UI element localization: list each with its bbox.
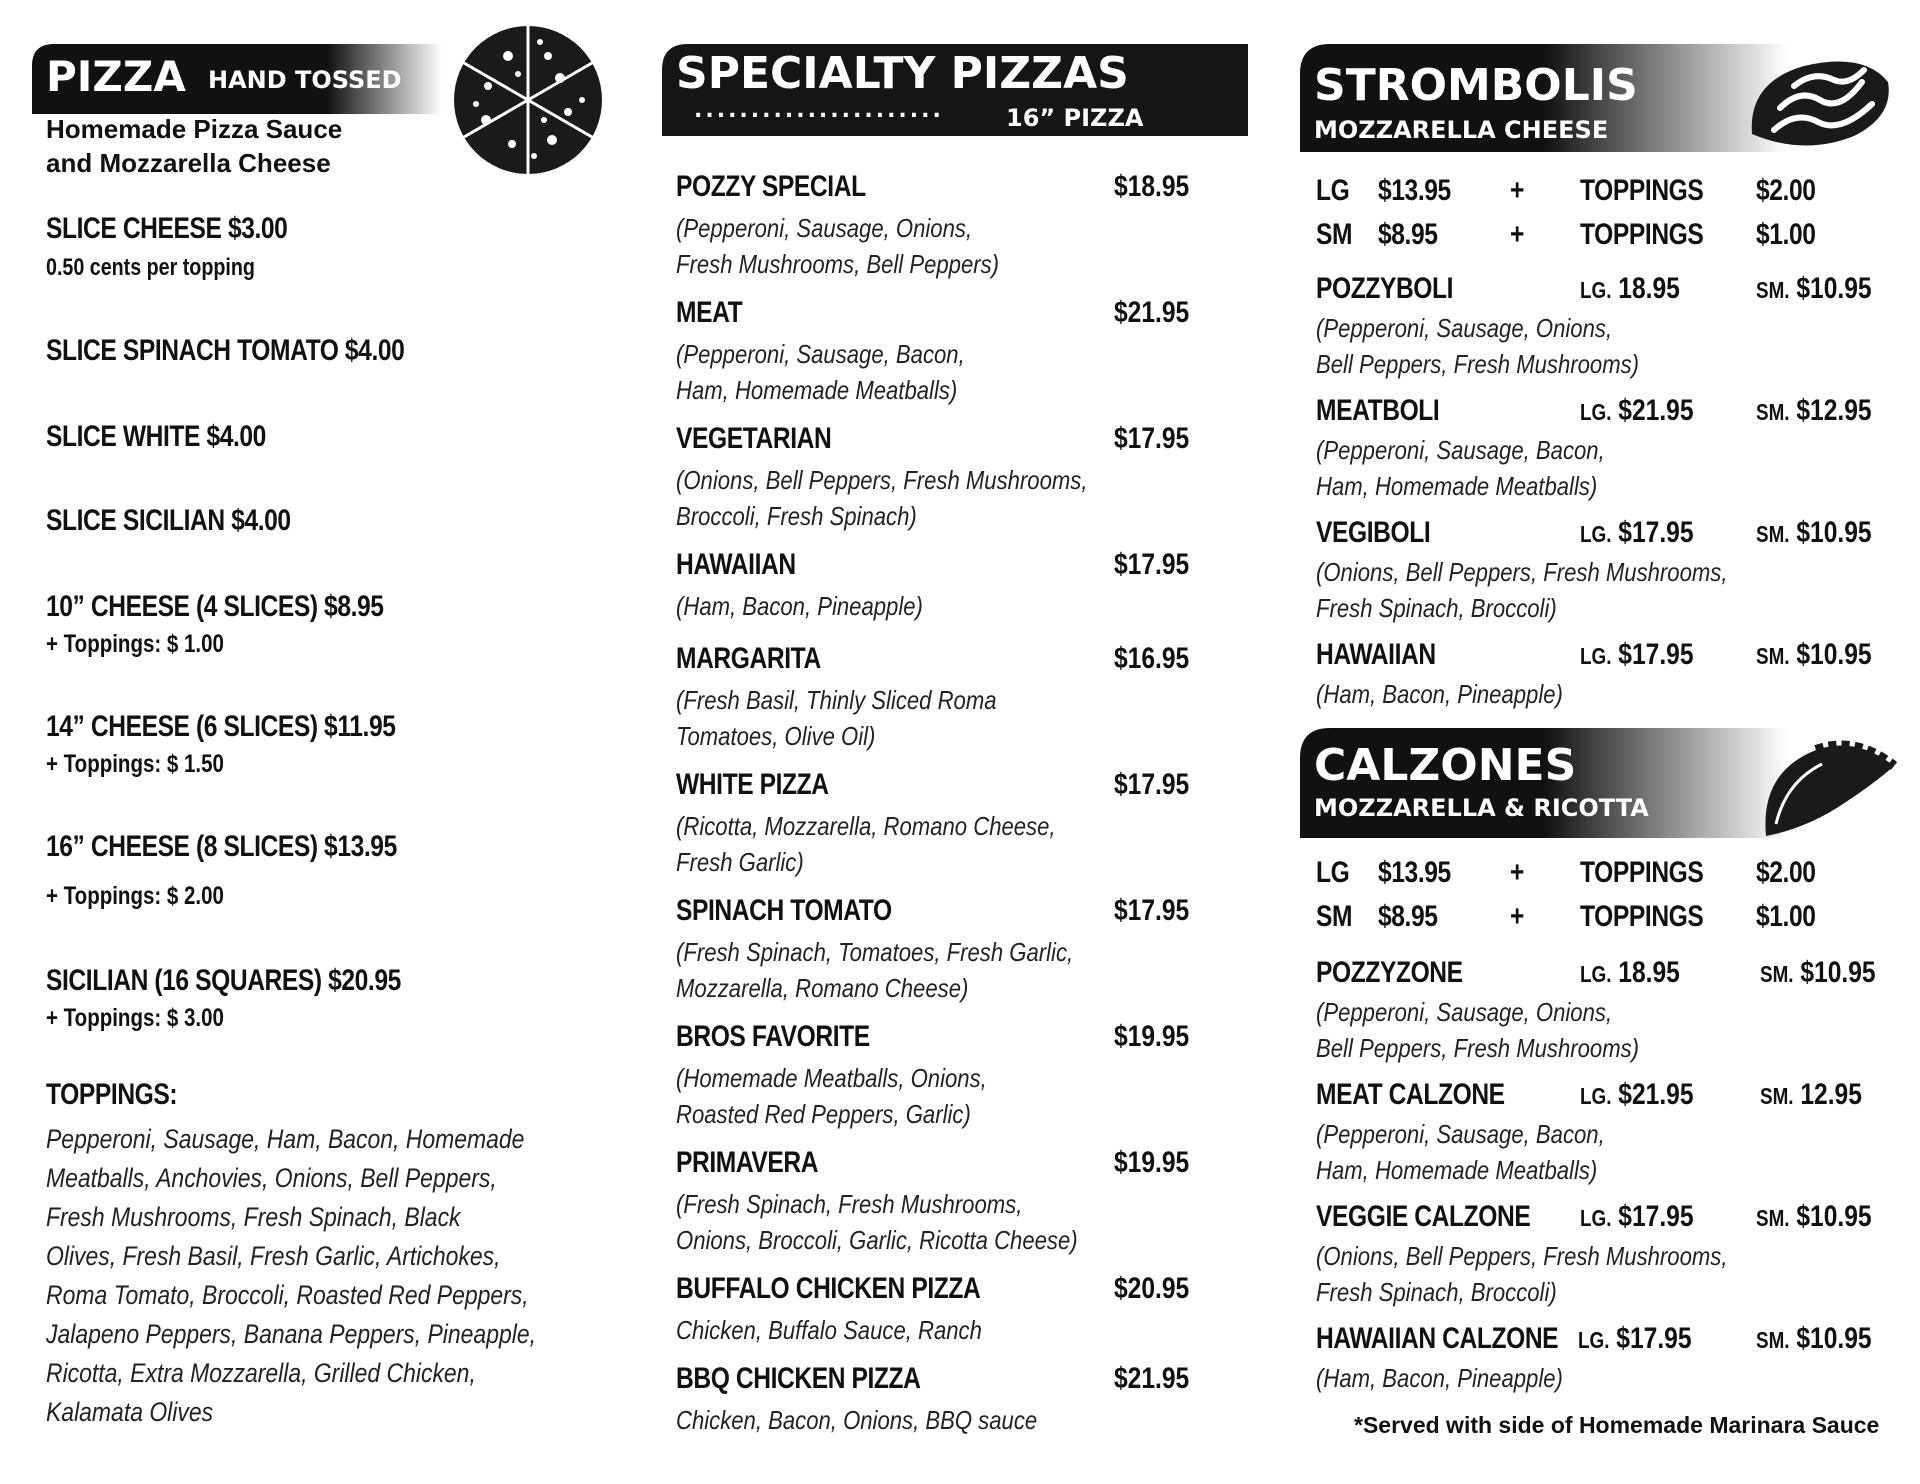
specialty-item-price: $17.95 bbox=[1114, 548, 1190, 581]
pizza-title-sub: HAND TOSSED bbox=[208, 66, 402, 94]
specialty-item-name: BROS FAVORITE bbox=[676, 1020, 870, 1053]
stromboli-item-desc: Fresh Spinach, Broccoli) bbox=[1316, 593, 1557, 623]
specialty-item-desc: (Fresh Spinach, Tomatoes, Fresh Garlic, bbox=[676, 937, 1074, 967]
specialty-item-desc: (Homemade Meatballs, Onions, bbox=[676, 1063, 987, 1093]
lg-price: 18.95 bbox=[1611, 272, 1680, 305]
stromboli-item-desc: (Onions, Bell Peppers, Fresh Mushrooms, bbox=[1316, 557, 1728, 587]
stromboli-base-size: LG bbox=[1316, 174, 1350, 207]
lg-label: LG. bbox=[1580, 643, 1612, 669]
specialty-item-price: $21.95 bbox=[1114, 1362, 1190, 1395]
specialty-item-desc: (Onions, Bell Peppers, Fresh Mushrooms, bbox=[676, 465, 1088, 495]
stromboli-item-desc: (Pepperoni, Sausage, Onions, bbox=[1316, 313, 1613, 343]
pizza-item-note: + Toppings: $ 1.00 bbox=[46, 630, 224, 658]
lg-label: LG. bbox=[1580, 1205, 1612, 1231]
pizza-title: PIZZA bbox=[46, 52, 186, 101]
calzone-footnote: *Served with side of Homemade Marinara Sauce bbox=[1354, 1412, 1880, 1438]
toppings-line: Roma Tomato, Broccoli, Roasted Red Peppers, bbox=[46, 1280, 529, 1310]
calzone-item-desc: (Onions, Bell Peppers, Fresh Mushrooms, bbox=[1316, 1241, 1728, 1271]
stromboli-item-lg bbox=[1580, 394, 1694, 428]
pizza-item-name: SLICE SPINACH TOMATO $4.00 bbox=[46, 334, 405, 367]
toppings-title: TOPPINGS: bbox=[46, 1078, 178, 1111]
stromboli-base-topping-price: $1.00 bbox=[1756, 218, 1816, 251]
specialty-item-price: $17.95 bbox=[1114, 894, 1190, 927]
specialty-item-name: VEGETARIAN bbox=[676, 422, 832, 455]
specialty-item-price: $19.95 bbox=[1114, 1146, 1190, 1179]
calzones-title: CALZONES bbox=[1314, 740, 1577, 791]
specialty-item-desc: Chicken, Bacon, Onions, BBQ sauce bbox=[676, 1405, 1038, 1435]
specialty-item-name: MEAT bbox=[676, 296, 743, 329]
stromboli-item-lg bbox=[1580, 516, 1694, 550]
sm-label: SM. bbox=[1760, 1083, 1794, 1109]
lg-price: $17.95 bbox=[1609, 1322, 1692, 1355]
stromboli-base-toppings: TOPPINGS bbox=[1580, 174, 1704, 207]
calzone-base-size: LG bbox=[1316, 856, 1350, 889]
calzone-base-price: $8.95 bbox=[1378, 900, 1438, 933]
sm-price: $10.95 bbox=[1793, 956, 1876, 989]
stromboli-item-desc: Ham, Homemade Meatballs) bbox=[1316, 471, 1598, 501]
specialty-item-name: MARGARITA bbox=[676, 642, 821, 675]
specialty-item-desc: (Fresh Basil, Thinly Sliced Roma bbox=[676, 685, 997, 715]
specialty-item-name: PRIMAVERA bbox=[676, 1146, 819, 1179]
calzone-item-lg bbox=[1578, 1322, 1692, 1356]
sm-label: SM. bbox=[1756, 277, 1790, 303]
specialty-item-price: $18.95 bbox=[1114, 170, 1190, 203]
strombolis-subtitle: MOZZARELLA CHEESE bbox=[1314, 116, 1609, 144]
calzone-item-name: MEAT CALZONE bbox=[1316, 1078, 1505, 1111]
stromboli-item-desc: (Pepperoni, Sausage, Bacon, bbox=[1316, 435, 1605, 465]
calzone-item-lg bbox=[1580, 956, 1680, 990]
specialty-item-desc: (Fresh Spinach, Fresh Mushrooms, bbox=[676, 1189, 1023, 1219]
specialty-item-price: $20.95 bbox=[1114, 1272, 1190, 1305]
pizza-item-name: SLICE WHITE $4.00 bbox=[46, 420, 266, 453]
sm-price: $12.95 bbox=[1789, 394, 1872, 427]
stromboli-item-name: VEGIBOLI bbox=[1316, 516, 1431, 549]
calzone-base-size: SM bbox=[1316, 900, 1353, 933]
lg-label: LG. bbox=[1580, 521, 1612, 547]
lg-label: LG. bbox=[1580, 277, 1612, 303]
toppings-line: Jalapeno Peppers, Banana Peppers, Pineapple, bbox=[46, 1319, 536, 1349]
calzone-item-name: VEGGIE CALZONE bbox=[1316, 1200, 1531, 1233]
stromboli-item-desc: (Ham, Bacon, Pineapple) bbox=[1316, 679, 1563, 709]
lg-price: $17.95 bbox=[1611, 516, 1694, 549]
specialty-item-desc: Mozzarella, Romano Cheese) bbox=[676, 973, 969, 1003]
lg-price: $17.95 bbox=[1611, 1200, 1694, 1233]
calzone-item-sm bbox=[1760, 956, 1876, 990]
sm-label: SM. bbox=[1756, 1205, 1790, 1231]
pizza-item-name: 14” CHEESE (6 SLICES) $11.95 bbox=[46, 710, 396, 743]
stromboli-base-plus: + bbox=[1510, 174, 1524, 207]
calzone-base-price: $13.95 bbox=[1378, 856, 1451, 889]
calzone-base-plus: + bbox=[1510, 856, 1524, 889]
sm-label: SM. bbox=[1756, 643, 1790, 669]
calzone-item-lg bbox=[1580, 1200, 1694, 1234]
pizza-item-note: + Toppings: $ 1.50 bbox=[46, 750, 224, 778]
specialty-item-desc: Ham, Homemade Meatballs) bbox=[676, 375, 958, 405]
calzone-item-desc: Fresh Spinach, Broccoli) bbox=[1316, 1277, 1557, 1307]
specialty-item-price: $16.95 bbox=[1114, 642, 1190, 675]
lg-label: LG. bbox=[1580, 399, 1612, 425]
lg-price: 18.95 bbox=[1611, 956, 1680, 989]
stromboli-item-desc: Bell Peppers, Fresh Mushrooms) bbox=[1316, 349, 1640, 379]
sm-price: $10.95 bbox=[1789, 516, 1872, 549]
stromboli-base-topping-price: $2.00 bbox=[1756, 174, 1816, 207]
calzone-item-lg bbox=[1580, 1078, 1694, 1112]
stromboli-icon bbox=[1744, 52, 1894, 152]
toppings-line: Olives, Fresh Basil, Fresh Garlic, Artichokes, bbox=[46, 1241, 501, 1271]
pizza-item-note: + Toppings: $ 3.00 bbox=[46, 1004, 224, 1032]
sm-price: $10.95 bbox=[1789, 1322, 1872, 1355]
toppings-line: Ricotta, Extra Mozzarella, Grilled Chicken, bbox=[46, 1358, 476, 1388]
stromboli-base-plus: + bbox=[1510, 218, 1524, 251]
pizza-item-name: 10” CHEESE (4 SLICES) $8.95 bbox=[46, 590, 384, 623]
sm-label: SM. bbox=[1756, 1327, 1790, 1353]
specialty-item-price: $17.95 bbox=[1114, 768, 1190, 801]
specialty-item-desc: Tomatoes, Olive Oil) bbox=[676, 721, 876, 751]
specialty-dots: ...................... bbox=[694, 98, 944, 123]
stromboli-item-sm bbox=[1756, 272, 1872, 306]
calzone-item-desc: Bell Peppers, Fresh Mushrooms) bbox=[1316, 1033, 1640, 1063]
lg-label: LG. bbox=[1580, 961, 1612, 987]
lg-label: LG. bbox=[1580, 1083, 1612, 1109]
specialty-title: SPECIALTY PIZZAS bbox=[676, 48, 1129, 99]
stromboli-item-lg bbox=[1580, 638, 1694, 672]
specialty-item-price: $17.95 bbox=[1114, 422, 1190, 455]
stromboli-item-sm bbox=[1756, 638, 1872, 672]
sm-price: 12.95 bbox=[1793, 1078, 1862, 1111]
specialty-item-name: HAWAIIAN bbox=[676, 548, 796, 581]
calzone-item-desc: (Pepperoni, Sausage, Bacon, bbox=[1316, 1119, 1605, 1149]
specialty-item-desc: Roasted Red Peppers, Garlic) bbox=[676, 1099, 971, 1129]
specialty-item-price: $21.95 bbox=[1114, 296, 1190, 329]
specialty-item-name: SPINACH TOMATO bbox=[676, 894, 892, 927]
calzone-item-sm bbox=[1756, 1322, 1872, 1356]
calzone-base-toppings: TOPPINGS bbox=[1580, 900, 1704, 933]
specialty-item-desc: Fresh Mushrooms, Bell Peppers) bbox=[676, 249, 1000, 279]
stromboli-item-lg bbox=[1580, 272, 1680, 306]
sm-label: SM. bbox=[1760, 961, 1794, 987]
stromboli-base-size: SM bbox=[1316, 218, 1353, 251]
stromboli-base-toppings: TOPPINGS bbox=[1580, 218, 1704, 251]
lg-price: $17.95 bbox=[1611, 638, 1694, 671]
stromboli-item-name: POZZYBOLI bbox=[1316, 272, 1454, 305]
specialty-item-desc: Chicken, Buffalo Sauce, Ranch bbox=[676, 1315, 982, 1345]
specialty-item-desc: Fresh Garlic) bbox=[676, 847, 804, 877]
stromboli-base-price: $13.95 bbox=[1378, 174, 1451, 207]
sm-price: $10.95 bbox=[1789, 272, 1872, 305]
sm-label: SM. bbox=[1756, 399, 1790, 425]
pizza-intro-line-1: Homemade Pizza Sauce bbox=[46, 114, 343, 144]
pizza-item-name: SLICE CHEESE $3.00 bbox=[46, 212, 288, 245]
toppings-line: Meatballs, Anchovies, Onions, Bell Peppers, bbox=[46, 1163, 497, 1193]
specialty-item-name: POZZY SPECIAL bbox=[676, 170, 866, 203]
calzone-item-desc: Ham, Homemade Meatballs) bbox=[1316, 1155, 1598, 1185]
sm-label: SM. bbox=[1756, 521, 1790, 547]
toppings-line: Fresh Mushrooms, Fresh Spinach, Black bbox=[46, 1202, 461, 1232]
pizza-intro-line-2: and Mozzarella Cheese bbox=[46, 148, 331, 178]
pizza-item-note: + Toppings: $ 2.00 bbox=[46, 882, 224, 910]
calzone-icon bbox=[1756, 732, 1900, 842]
stromboli-item-sm bbox=[1756, 516, 1872, 550]
stromboli-base-price: $8.95 bbox=[1378, 218, 1438, 251]
specialty-item-desc: Broccoli, Fresh Spinach) bbox=[676, 501, 917, 531]
calzones-subtitle: MOZZARELLA & RICOTTA bbox=[1314, 794, 1649, 822]
specialty-item-desc: (Ham, Bacon, Pineapple) bbox=[676, 591, 923, 621]
calzone-item-desc: (Ham, Bacon, Pineapple) bbox=[1316, 1363, 1563, 1393]
pizza-item-note: 0.50 cents per topping bbox=[46, 254, 255, 281]
calzone-item-sm bbox=[1756, 1200, 1872, 1234]
stromboli-item-name: HAWAIIAN bbox=[1316, 638, 1436, 671]
specialty-item-desc: (Pepperoni, Sausage, Onions, bbox=[676, 213, 973, 243]
sm-price: $10.95 bbox=[1789, 638, 1872, 671]
calzone-base-toppings: TOPPINGS bbox=[1580, 856, 1704, 889]
sm-price: $10.95 bbox=[1789, 1200, 1872, 1233]
lg-price: $21.95 bbox=[1611, 1078, 1694, 1111]
calzone-item-desc: (Pepperoni, Sausage, Onions, bbox=[1316, 997, 1613, 1027]
calzone-item-name: POZZYZONE bbox=[1316, 956, 1463, 989]
specialty-item-desc: (Ricotta, Mozzarella, Romano Cheese, bbox=[676, 811, 1056, 841]
calzone-base-topping-price: $2.00 bbox=[1756, 856, 1816, 889]
pizza-icon bbox=[448, 16, 608, 176]
calzone-base-plus: + bbox=[1510, 900, 1524, 933]
lg-label: LG. bbox=[1578, 1327, 1610, 1353]
specialty-item-desc: Onions, Broccoli, Garlic, Ricotta Cheese) bbox=[676, 1225, 1078, 1255]
specialty-item-name: BBQ CHICKEN PIZZA bbox=[676, 1362, 921, 1395]
calzone-base-topping-price: $1.00 bbox=[1756, 900, 1816, 933]
calzone-item-sm bbox=[1760, 1078, 1862, 1112]
toppings-line: Pepperoni, Sausage, Ham, Bacon, Homemade bbox=[46, 1124, 525, 1154]
toppings-line: Kalamata Olives bbox=[46, 1397, 214, 1427]
specialty-size: 16” PIZZA bbox=[1006, 104, 1144, 132]
pizza-item-name: 16” CHEESE (8 SLICES) $13.95 bbox=[46, 830, 397, 863]
specialty-item-desc: (Pepperoni, Sausage, Bacon, bbox=[676, 339, 965, 369]
pizza-item-name: SLICE SICILIAN $4.00 bbox=[46, 504, 291, 537]
pizza-item-name: SICILIAN (16 SQUARES) $20.95 bbox=[46, 964, 401, 997]
specialty-item-name: BUFFALO CHICKEN PIZZA bbox=[676, 1272, 981, 1305]
calzone-item-name: HAWAIIAN CALZONE bbox=[1316, 1322, 1559, 1355]
specialty-item-name: WHITE PIZZA bbox=[676, 768, 829, 801]
stromboli-item-name: MEATBOLI bbox=[1316, 394, 1440, 427]
lg-price: $21.95 bbox=[1611, 394, 1694, 427]
strombolis-title: STROMBOLIS bbox=[1314, 60, 1638, 111]
specialty-item-price: $19.95 bbox=[1114, 1020, 1190, 1053]
stromboli-item-sm bbox=[1756, 394, 1872, 428]
